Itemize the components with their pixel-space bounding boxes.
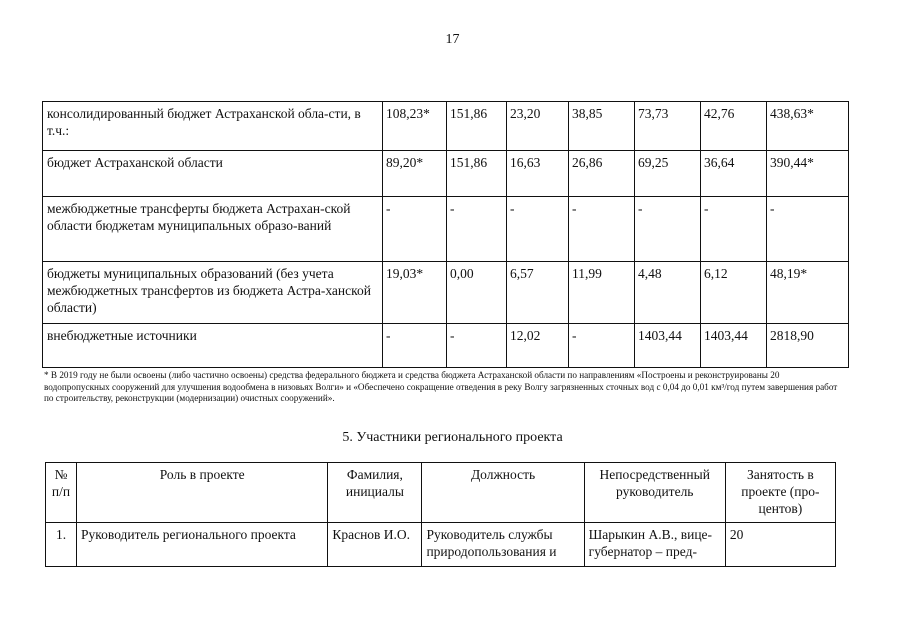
value-cell: 151,86 (447, 151, 507, 197)
section-title: 5. Участники регионального проекта (342, 430, 563, 445)
value-cell: 6,12 (701, 262, 767, 324)
value-cell: 89,20* (383, 151, 447, 197)
budget-table (42, 101, 849, 368)
value-cell: - (569, 324, 635, 368)
value-cell: 11,99 (569, 262, 635, 324)
value-cell: 6,57 (507, 262, 569, 324)
total-cell: - (767, 197, 849, 262)
budget-row-extrabudgetary (43, 324, 849, 368)
header-supervisor: Непосредственный руководитель (584, 463, 725, 523)
value-cell: - (383, 324, 447, 368)
value-cell: 19,03* (383, 262, 447, 324)
row-name: Краснов И.О. (328, 523, 422, 567)
value-cell: 1403,44 (635, 324, 701, 368)
value-cell: - (447, 324, 507, 368)
value-cell: 0,00 (447, 262, 507, 324)
value-cell: 12,02 (507, 324, 569, 368)
value-cell: - (383, 197, 447, 262)
row-position: Руководитель службы природопользования и (422, 523, 584, 567)
row-number: 1. (46, 523, 77, 567)
budget-row-regional (43, 151, 849, 197)
page-number: 17 (445, 32, 460, 47)
value-cell: - (447, 197, 507, 262)
value-cell: - (569, 197, 635, 262)
value-cell: 36,64 (701, 151, 767, 197)
value-cell: 73,73 (635, 102, 701, 151)
total-cell: 390,44* (767, 151, 849, 197)
table-row (46, 523, 836, 567)
row-label: бюджет Астраханской области (43, 151, 383, 197)
value-cell: - (507, 197, 569, 262)
value-cell: - (701, 197, 767, 262)
row-supervisor: Шарыкин А.В., вице-губернатор – пред- (584, 523, 725, 567)
value-cell: 26,86 (569, 151, 635, 197)
value-cell: 108,23* (383, 102, 447, 151)
participants-table (45, 462, 836, 567)
value-cell: 23,20 (507, 102, 569, 151)
header-role: Роль в проекте (77, 463, 328, 523)
value-cell: - (635, 197, 701, 262)
value-cell: 42,76 (701, 102, 767, 151)
budget-row-consolidated (43, 102, 849, 151)
total-cell: 48,19* (767, 262, 849, 324)
budget-row-municipal (43, 262, 849, 324)
value-cell: 1403,44 (701, 324, 767, 368)
row-employment: 20 (725, 523, 835, 567)
total-cell: 2818,90 (767, 324, 849, 368)
participants-header-row (46, 463, 836, 523)
value-cell: 16,63 (507, 151, 569, 197)
value-cell: 69,25 (635, 151, 701, 197)
row-label: внебюджетные источники (43, 324, 383, 368)
row-label: межбюджетные трансферты бюджета Астрахан-ской области бюджетам муниципальных образо-ваний (43, 197, 383, 262)
header-name: Фамилия, инициалы (328, 463, 422, 523)
header-number: № п/п (46, 463, 77, 523)
row-label: консолидированный бюджет Астраханской обла-сти, в т.ч.: (43, 102, 383, 151)
total-cell: 438,63* (767, 102, 849, 151)
row-label: бюджеты муниципальных образований (без учета межбюджетных трансфертов из бюджета Астра-ханской области) (43, 262, 383, 324)
value-cell: 4,48 (635, 262, 701, 324)
footnote: * В 2019 году не были освоены (либо частично освоены) средства федерального бюджета и средства бюджета Астраханской области по направлениям «Построены и реконструированы 20 водопропускных сооружений для улучшения водообмена в низовьях Волги» и «Обеспечено сокращение отведения в реку Волгу загрязненных сточных вод с 0,04 до 0,01 км³/год путем завершения работ по строительству, реконструкции (модернизации) очистных сооружений». (44, 370, 838, 403)
header-position: Должность (422, 463, 584, 523)
header-employment: Занятость в проекте (про-центов) (725, 463, 835, 523)
value-cell: 151,86 (447, 102, 507, 151)
budget-row-transfers (43, 197, 849, 262)
row-role: Руководитель регионального проекта (77, 523, 328, 567)
value-cell: 38,85 (569, 102, 635, 151)
